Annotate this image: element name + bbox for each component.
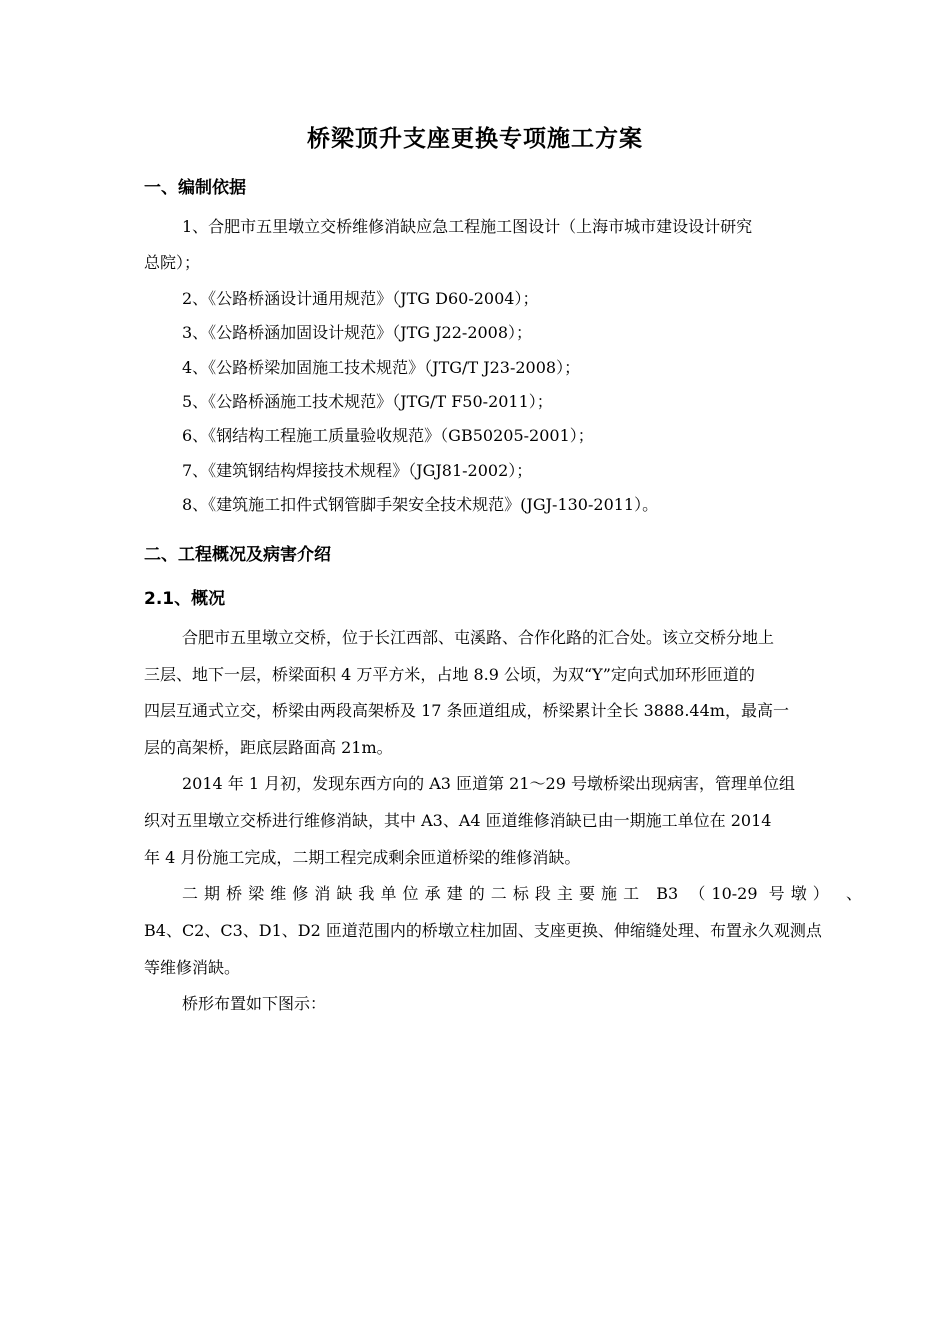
basis-item-1-line-1: 1、合肥市五里墩立交桥维修消缺应急工程施工图设计（上海市城市建设设计研究 bbox=[182, 217, 753, 236]
overview-paragraph-2-line-1: 2014 年 1 月初，发现东西方向的 A3 匝道第 21～29 号墩桥梁出现病害，管理单位组 bbox=[182, 774, 795, 793]
basis-item-5: 5、《公路桥涵施工技术规范》（JTG/T F50-2011）； bbox=[182, 392, 553, 411]
document-title: 桥梁顶升支座更换专项施工方案 bbox=[307, 126, 643, 152]
overview-paragraph-1-line-2: 三层、地下一层，桥梁面积 4 万平方米，占地 8.9 公顷，为双“Y”定向式加环形匝道的 bbox=[144, 665, 755, 684]
basis-item-8: 8、《建筑施工扣件式钢管脚手架安全技术规范》(JGJ-130-2011）。 bbox=[182, 495, 659, 514]
overview-paragraph-1-line-1: 合肥市五里墩立交桥，位于长江西部、屯溪路、合作化路的汇合处。该立交桥分地上 bbox=[182, 628, 775, 647]
section-heading-basis: 一、编制依据 bbox=[144, 178, 246, 198]
overview-paragraph-2-line-2: 织对五里墩立交桥进行维修消缺，其中 A3、A4 匝道维修消缺已由一期施工单位在 2014 bbox=[144, 811, 772, 830]
basis-item-7: 7、《建筑钢结构焊接技术规程》（JGJ81-2002）； bbox=[182, 461, 533, 480]
overview-paragraph-2-line-3: 年 4 月份施工完成，二期工程完成剩余匝道桥梁的维修消缺。 bbox=[144, 848, 581, 867]
overview-paragraph-1-line-3: 四层互通式立交，桥梁由两段高架桥及 17 条匝道组成，桥梁累计全长 3888.44m，最高一 bbox=[144, 701, 789, 720]
basis-item-4: 4、《公路桥梁加固施工技术规范》（JTG/T J23-2008）； bbox=[182, 358, 581, 377]
basis-item-3: 3、《公路桥涵加固设计规范》（JTG J22-2008）； bbox=[182, 323, 533, 342]
subsection-heading-overview: 2.1、概况 bbox=[144, 589, 226, 609]
overview-paragraph-3-line-2: B4、C2、C3、D1、D2 匝道范围内的桥墩立柱加固、支座更换、伸缩缝处理、布置永久观测点 bbox=[144, 921, 822, 940]
basis-item-2: 2、《公路桥涵设计通用规范》（JTG D60-2004）； bbox=[182, 289, 539, 308]
basis-item-6: 6、《钢结构工程施工质量验收规范》（GB50205-2001）； bbox=[182, 426, 594, 445]
overview-paragraph-3-line-1: 二期桥梁维修消缺我单位承建的二标段主要施工 B3 （10-29 号墩） 、 bbox=[182, 884, 862, 903]
overview-paragraph-1-line-4: 层的高架桥，距底层路面高 21m。 bbox=[144, 738, 393, 757]
section-heading-overview: 二、工程概况及病害介绍 bbox=[144, 545, 331, 565]
overview-paragraph-4: 桥形布置如下图示： bbox=[182, 994, 327, 1013]
basis-item-1-line-2: 总院）； bbox=[144, 253, 201, 272]
overview-paragraph-3-line-3: 等维修消缺。 bbox=[144, 958, 241, 977]
